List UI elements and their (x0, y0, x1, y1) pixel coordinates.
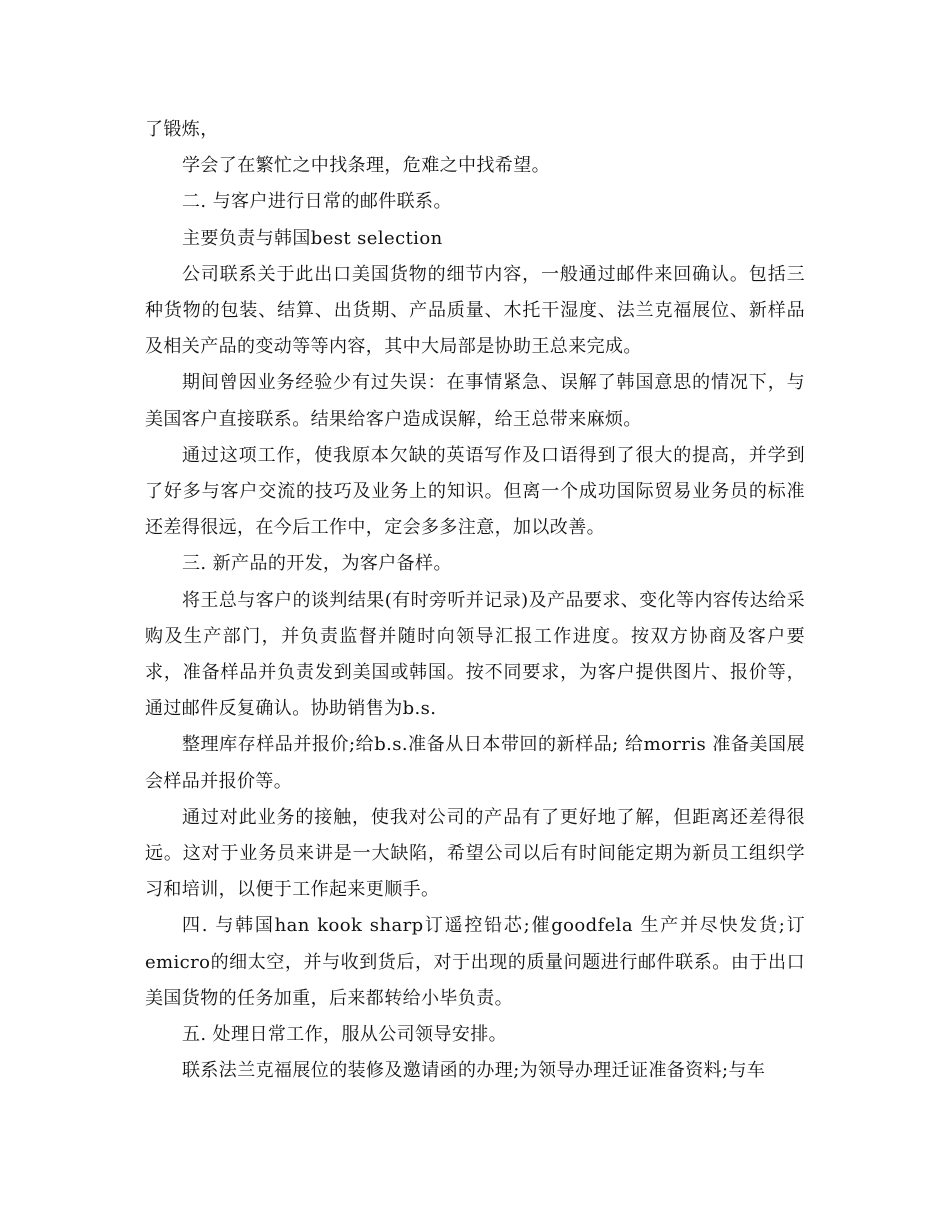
paragraph: 公司联系关于此出口美国货物的细节内容，一般通过邮件来回确认。包括三种货物的包装、结算、出货期、产品质量、木托干湿度、法兰克福展位、新样品及相关产品的变动等等内容，其中大局部是协助王总来完成。 (145, 263, 805, 358)
paragraph: 将王总与客户的谈判结果(有时旁听并记录)及产品要求、变化等内容传达给采购及生产部门，并负责监督并随时向领导汇报工作进度。按双方协商及客户要求，准备样品并负责发到美国或韩国。按不同要求，为客户提供图片、报价等，通过邮件反复确认。协助销售为b.s. (145, 589, 805, 720)
section-heading: 五. 处理日常工作，服从公司领导安排。 (182, 1024, 508, 1046)
document-body (145, 112, 805, 1089)
paragraph: 了锻炼， (145, 119, 219, 140)
section-heading: 二. 与客户进行日常的邮件联系。 (182, 191, 452, 213)
paragraph: 通过这项工作，使我原本欠缺的英语写作及口语得到了很大的提高，并学到了好多与客户交流的技巧及业务上的知识。但离一个成功国际贸易业务员的标准还差得很远，在今后工作中，定会多多注意，加以改善。 (145, 444, 805, 539)
section-heading: 三. 新产品的开发，为客户备样。 (182, 553, 452, 575)
paragraph: 联系法兰克福展位的装修及邀请函的办理;为领导办理迁证准备资料;与车 (182, 1060, 766, 1082)
paragraph: 主要负责与韩国best selection (182, 227, 443, 249)
section-heading: 四. 与韩国han kook sharp订遥控铅芯;催goodfela 生产并尽快发货;订emicro的细太空，并与收到货后，对于出现的质量问题进行邮件联系。由于出口美国货物的任务加重，后来都转给小毕负责。 (145, 915, 805, 1009)
paragraph: 通过对此业务的接触，使我对公司的产品有了更好地了解，但距离还差得很远。这对于业务员来讲是一大缺陷，希望公司以后有时间能定期为新员工组织学习和培训，以便于工作起来更顺手。 (145, 806, 805, 901)
paragraph: 期间曾因业务经验少有过失误：在事情紧急、误解了韩国意思的情况下，与美国客户直接联系。结果给客户造成误解，给王总带来麻烦。 (145, 372, 805, 430)
paragraph: 学会了在繁忙之中找条理，危难之中找希望。 (182, 155, 550, 177)
paragraph: 整理库存样品并报价;给b.s.准备从日本带回的新样品; 给morris 准备美国展会样品并报价等。 (145, 734, 805, 792)
